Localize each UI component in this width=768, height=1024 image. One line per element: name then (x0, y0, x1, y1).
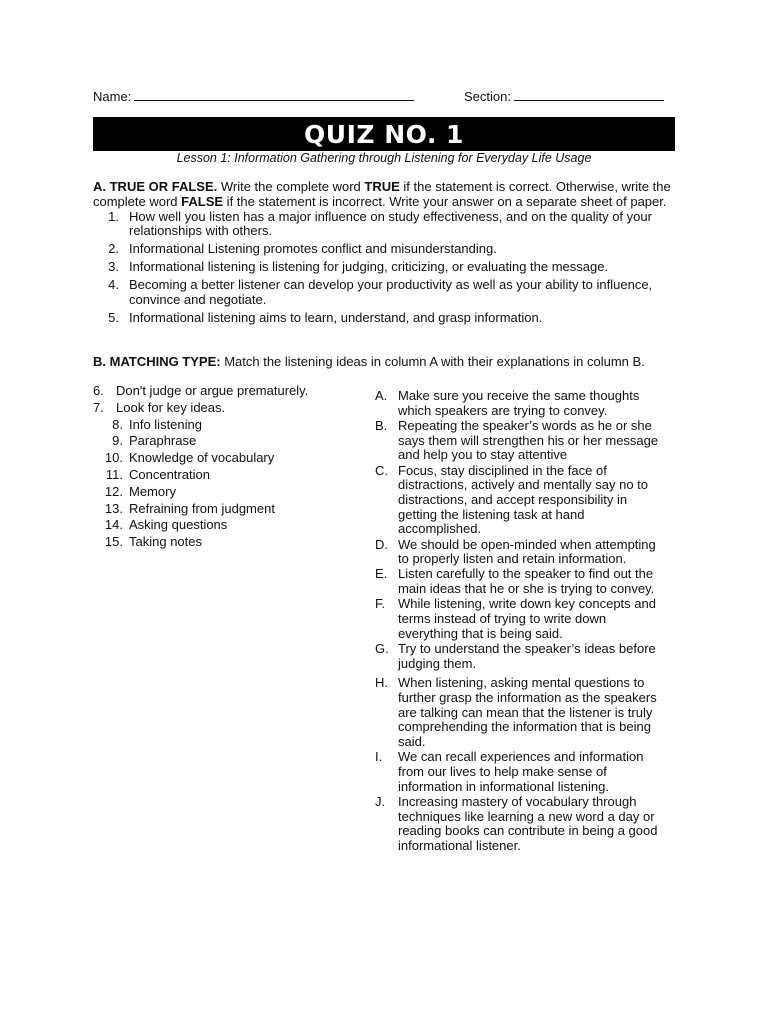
item-text: Memory (129, 483, 176, 499)
list-item (93, 517, 353, 534)
item-number: 12. (104, 483, 123, 499)
part-a-instruction-text: if the statement is correct. Otherwise, write the complete word (93, 179, 671, 209)
name-label: Name: (93, 89, 132, 104)
name-blank-line[interactable] (134, 88, 414, 101)
item-number: 3. (108, 259, 119, 275)
option-letter: B. (375, 417, 388, 433)
option-text: We can recall experiences and information from our lives to help make sense of information in informational listening. (398, 749, 644, 794)
item-number: 15. (104, 534, 123, 550)
name-field (93, 88, 414, 105)
part-a-instruction-text: if the statement is incorrect. Write your answer on a separate sheet of paper. (223, 193, 667, 209)
list-item (93, 210, 678, 240)
column-b-list (375, 389, 660, 854)
option-text: Try to understand the speaker’s ideas before judging them. (398, 640, 656, 671)
option-text: Increasing mastery of vocabulary through techniques like learning a new word a day or reading books can contribute in being a good informational listener. (398, 793, 658, 854)
item-text: Knowledge of vocabulary (129, 450, 275, 466)
item-number: 9. (112, 433, 123, 449)
item-text: Don't judge or argue prematurely. (116, 383, 309, 398)
list-item (93, 501, 353, 518)
list-item (375, 597, 660, 641)
list-item (375, 389, 660, 418)
list-item (375, 538, 660, 567)
option-text: When listening, asking mental questions to further grasp the information as the speakers are talking can mean that the listener is truly comprehending the information that is being said. (398, 675, 657, 750)
part-a-instruction-text: Write the complete word (217, 179, 365, 194)
true-false-list (93, 210, 678, 326)
part-a-instructions (93, 180, 678, 210)
section-blank-line[interactable] (514, 88, 664, 101)
option-letter: F. (375, 596, 386, 612)
item-text: Informational listening is listening for judging, criticizing, or evaluating the message. (129, 259, 609, 275)
word-true: TRUE (364, 179, 400, 194)
list-item (375, 567, 660, 596)
option-letter: C. (375, 462, 388, 478)
item-number: 11. (105, 466, 123, 482)
item-text: Paraphrase (129, 433, 197, 449)
list-item (93, 484, 353, 501)
item-text: Becoming a better listener can develop your productivity as well as your ability to influence, convince and negotiate. (129, 277, 653, 308)
list-item (375, 419, 660, 463)
option-text: We should be open-minded when attempting to properly listen and retain information. (398, 536, 656, 567)
word-false: FALSE (181, 193, 224, 209)
list-item (93, 450, 353, 467)
item-text: Look for key ideas. (116, 399, 226, 415)
item-number: 1. (108, 208, 119, 224)
item-text: Asking questions (129, 517, 228, 533)
option-letter: A. (375, 388, 388, 403)
list-item (93, 311, 678, 326)
option-letter: D. (375, 536, 388, 552)
option-text: Repeating the speaker’s words as he or she says them will strengthen his or her message and help you to stay attentive (398, 417, 659, 463)
item-number: 10. (104, 450, 123, 466)
option-letter: E. (375, 566, 388, 582)
part-a-heading: A. TRUE OR FALSE. (93, 179, 218, 194)
list-item (93, 383, 353, 400)
item-text: Info listening (129, 416, 202, 432)
item-text: Informational Listening promotes conflict and misunderstanding. (129, 241, 497, 257)
list-item (93, 242, 678, 257)
list-item (375, 795, 660, 854)
option-letter: G. (375, 640, 389, 656)
list-item (93, 433, 353, 450)
item-number: 5. (108, 310, 119, 326)
item-number: 8. (112, 416, 123, 432)
column-a-list (93, 383, 353, 551)
list-item (375, 642, 660, 671)
option-letter: H. (375, 675, 388, 691)
item-number: 13. (104, 500, 123, 516)
section-field (464, 88, 664, 105)
list-item (375, 676, 660, 750)
option-text: Focus, stay disciplined in the face of distractions, actively and mentally say no to distractions, and accept responsibility in getting the listening task at hand accomplished. (398, 462, 649, 537)
option-text: Make sure you receive the same thoughts which speakers are trying to convey. (398, 388, 640, 418)
list-item (375, 750, 660, 794)
item-number: 14. (104, 517, 123, 533)
list-item (93, 400, 353, 417)
part-b-matching-type (93, 355, 678, 370)
part-b-heading: B. MATCHING TYPE: (93, 354, 221, 369)
list-item (375, 464, 660, 538)
list-item (93, 467, 353, 484)
list-item (93, 278, 678, 308)
item-number: 4. (108, 277, 119, 293)
item-text: Taking notes (129, 534, 202, 550)
lesson-subtitle: Lesson 1: Information Gathering through Listening for Everyday Life Usage (176, 151, 592, 165)
option-text: Listen carefully to the speaker to find out the main ideas that he or she is trying to convey. (398, 566, 655, 597)
item-number: 2. (108, 241, 119, 257)
item-text: Informational listening aims to learn, understand, and grasp information. (129, 310, 543, 326)
option-letter: J. (375, 793, 386, 809)
part-a-true-or-false (93, 180, 678, 329)
quiz-title: QUIZ NO. 1 (93, 117, 675, 151)
student-info-row (93, 88, 675, 104)
item-number: 7. (93, 399, 104, 415)
item-text: Concentration (129, 466, 210, 482)
part-b-instruction-text: Match the listening ideas in column A with their explanations in column B. (220, 354, 645, 369)
list-item (93, 417, 353, 434)
option-letter: I. (375, 749, 383, 765)
item-text: How well you listen has a major influence on study effectiveness, and on the quality of your relationships with others. (129, 208, 652, 239)
list-item (93, 260, 678, 275)
option-text: While listening, write down key concepts and terms instead of trying to write down everything that is being said. (398, 596, 656, 641)
item-number: 6. (93, 383, 104, 398)
section-label: Section: (464, 89, 511, 104)
part-b-instructions (93, 355, 678, 370)
item-text: Refraining from judgment (129, 500, 275, 516)
list-item (93, 534, 353, 551)
